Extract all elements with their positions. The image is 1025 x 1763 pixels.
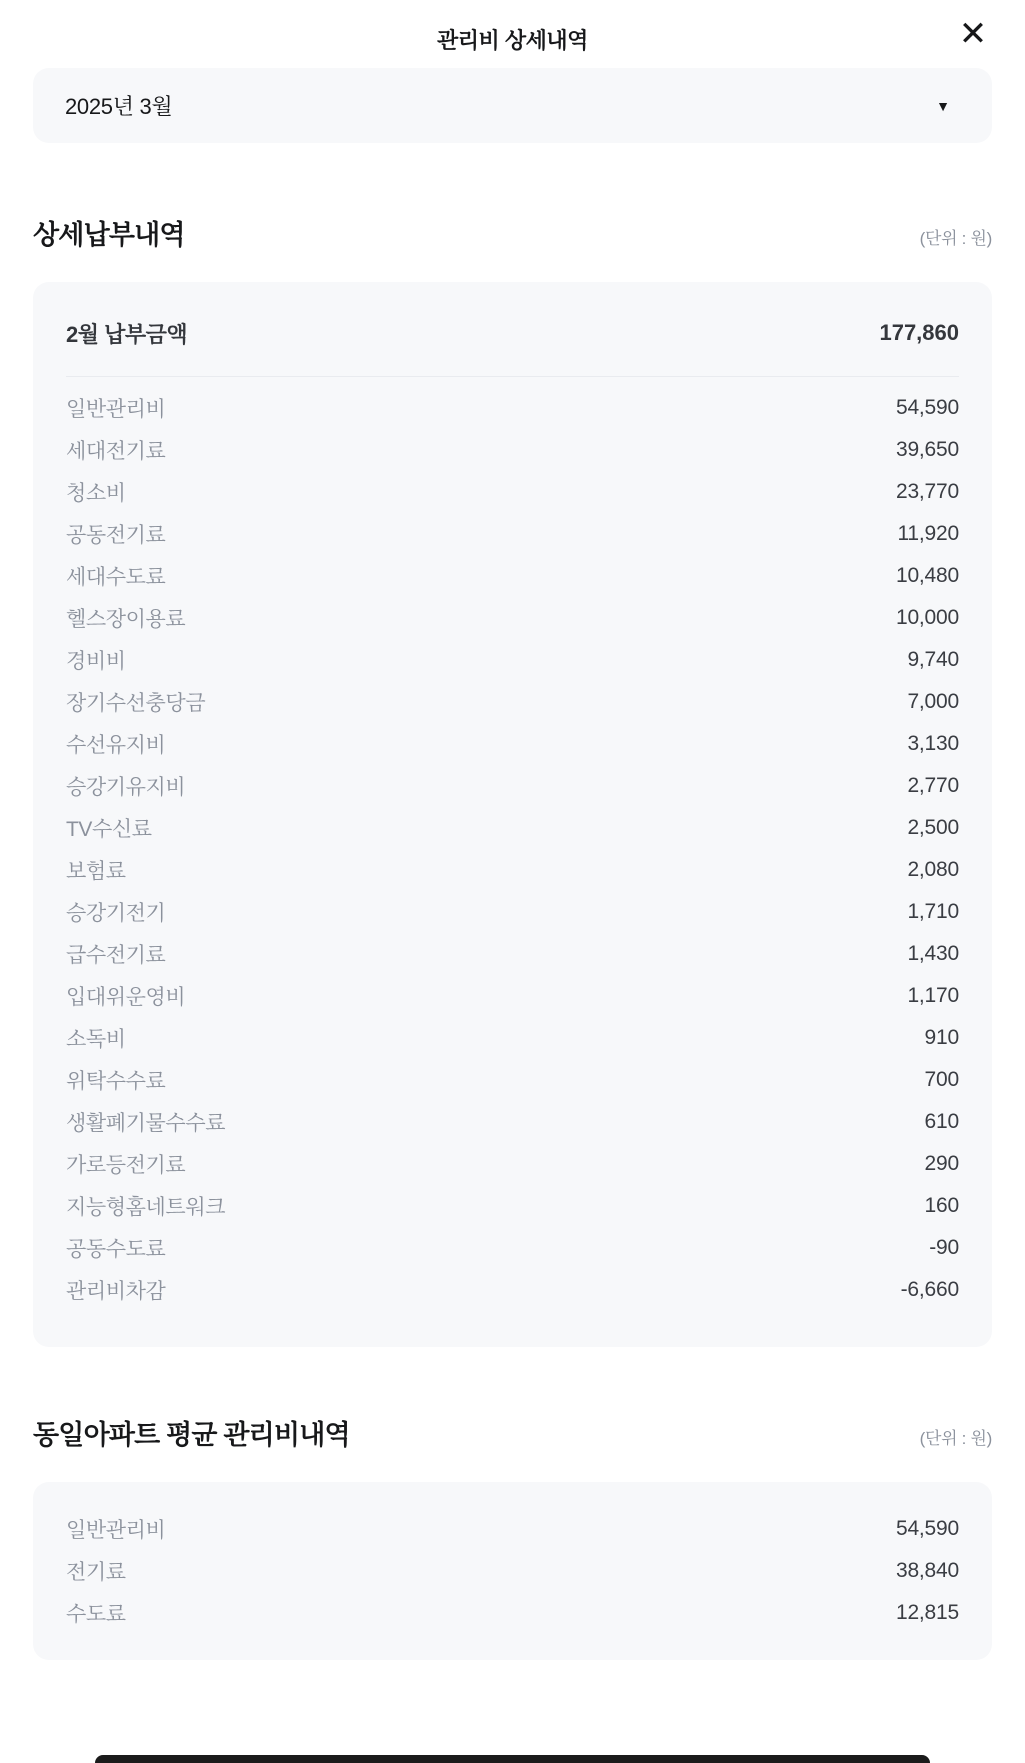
fee-row (66, 975, 959, 1017)
fee-label: 경비비 (66, 650, 126, 673)
card-divider (66, 376, 959, 377)
fee-row (66, 1227, 959, 1269)
fee-amount: 2,770 (907, 774, 959, 797)
fee-amount: 3,130 (907, 732, 959, 755)
fee-label: 공동전기료 (66, 524, 166, 547)
fee-amount: 1,170 (907, 984, 959, 1007)
fee-amount: 910 (924, 1026, 959, 1049)
average-item-list (66, 1508, 959, 1634)
fee-label: 생활폐기물수수료 (66, 1112, 226, 1135)
fee-row (66, 1592, 959, 1634)
fee-amount: 700 (924, 1068, 959, 1091)
fee-amount: 54,590 (895, 1517, 959, 1540)
fee-label: 청소비 (66, 482, 126, 505)
fee-label: 지능형홈네트워크 (66, 1196, 226, 1219)
fee-row (66, 1059, 959, 1101)
fee-row (66, 513, 959, 555)
fee-amount: 12,815 (895, 1601, 959, 1624)
fee-amount: 7,000 (907, 690, 959, 713)
fee-row (66, 1508, 959, 1550)
chevron-down-icon: ▼ (936, 97, 950, 114)
fee-label: TV수신료 (66, 818, 152, 841)
fee-row (66, 891, 959, 933)
month-selector-value: 2025년 3월 (65, 94, 173, 119)
fee-amount: 23,770 (895, 480, 959, 503)
fee-amount: 1,430 (907, 942, 959, 965)
bottom-action-button[interactable] (95, 1755, 930, 1763)
fee-row (66, 387, 959, 429)
fee-label: 일반관리비 (66, 398, 166, 421)
fee-label: 입대위운영비 (66, 986, 186, 1009)
fee-row (66, 1185, 959, 1227)
average-section-header (33, 1413, 992, 1452)
fee-label: 세대전기료 (66, 440, 166, 463)
fee-amount: 2,080 (907, 858, 959, 881)
fee-row (66, 597, 959, 639)
fee-label: 관리비차감 (66, 1280, 166, 1303)
fee-label: 장기수선충당금 (66, 692, 206, 715)
fee-row (66, 1143, 959, 1185)
average-fee-card (33, 1482, 992, 1660)
fee-label: 보험료 (66, 860, 126, 883)
fee-row (66, 1550, 959, 1592)
fee-label: 수선유지비 (66, 734, 166, 757)
payment-summary-label: 2월 납부금액 (66, 321, 188, 347)
fee-label: 세대수도료 (66, 566, 166, 589)
fee-row (66, 429, 959, 471)
fee-label: 헬스장이용료 (66, 608, 186, 631)
fee-amount: 54,590 (895, 396, 959, 419)
fee-amount: 610 (924, 1110, 959, 1133)
payment-summary-row (66, 316, 959, 350)
payment-summary-amount: 177,860 (879, 320, 959, 345)
fee-label: 소독비 (66, 1028, 126, 1051)
close-icon[interactable]: ✕ (951, 12, 995, 56)
fee-row (66, 723, 959, 765)
modal-header (0, 0, 1025, 68)
fee-row (66, 933, 959, 975)
fee-amount: -90 (929, 1236, 959, 1259)
fee-row (66, 555, 959, 597)
payment-section-title: 상세납부내역 (33, 220, 185, 250)
fee-label: 승강기전기 (66, 902, 166, 925)
fee-row (66, 807, 959, 849)
fee-row (66, 639, 959, 681)
fee-amount: 9,740 (907, 648, 959, 671)
fee-row (66, 1269, 959, 1311)
fee-label: 일반관리비 (66, 1519, 166, 1542)
fee-label: 위탁수수료 (66, 1070, 166, 1093)
fee-label: 급수전기료 (66, 944, 166, 967)
fee-amount: 38,840 (895, 1559, 959, 1582)
fee-label: 전기료 (66, 1561, 126, 1584)
fee-amount: 11,920 (897, 522, 959, 545)
payment-detail-card (33, 282, 992, 1347)
fee-label: 가로등전기료 (66, 1154, 186, 1177)
fee-label: 공동수도료 (66, 1238, 166, 1261)
fee-amount: 160 (924, 1194, 959, 1217)
fee-amount: 10,000 (895, 606, 959, 629)
fee-row (66, 1101, 959, 1143)
fee-row (66, 681, 959, 723)
payment-item-list (66, 387, 959, 1311)
payment-section-header (33, 213, 992, 252)
fee-label: 승강기유지비 (66, 776, 186, 799)
fee-row (66, 1017, 959, 1059)
page-title: 관리비 상세내역 (437, 28, 588, 53)
fee-row (66, 849, 959, 891)
payment-unit-label: (단위 : 원) (919, 229, 992, 248)
fee-amount: 10,480 (895, 564, 959, 587)
month-selector[interactable] (33, 68, 992, 143)
fee-row (66, 471, 959, 513)
fee-amount: 39,650 (895, 438, 959, 461)
average-unit-label: (단위 : 원) (919, 1429, 992, 1448)
fee-row (66, 765, 959, 807)
fee-amount: 2,500 (907, 816, 959, 839)
fee-amount: 1,710 (907, 900, 959, 923)
average-section-title: 동일아파트 평균 관리비내역 (33, 1420, 350, 1450)
fee-amount: -6,660 (900, 1278, 959, 1301)
fee-amount: 290 (924, 1152, 959, 1175)
fee-label: 수도료 (66, 1603, 126, 1626)
